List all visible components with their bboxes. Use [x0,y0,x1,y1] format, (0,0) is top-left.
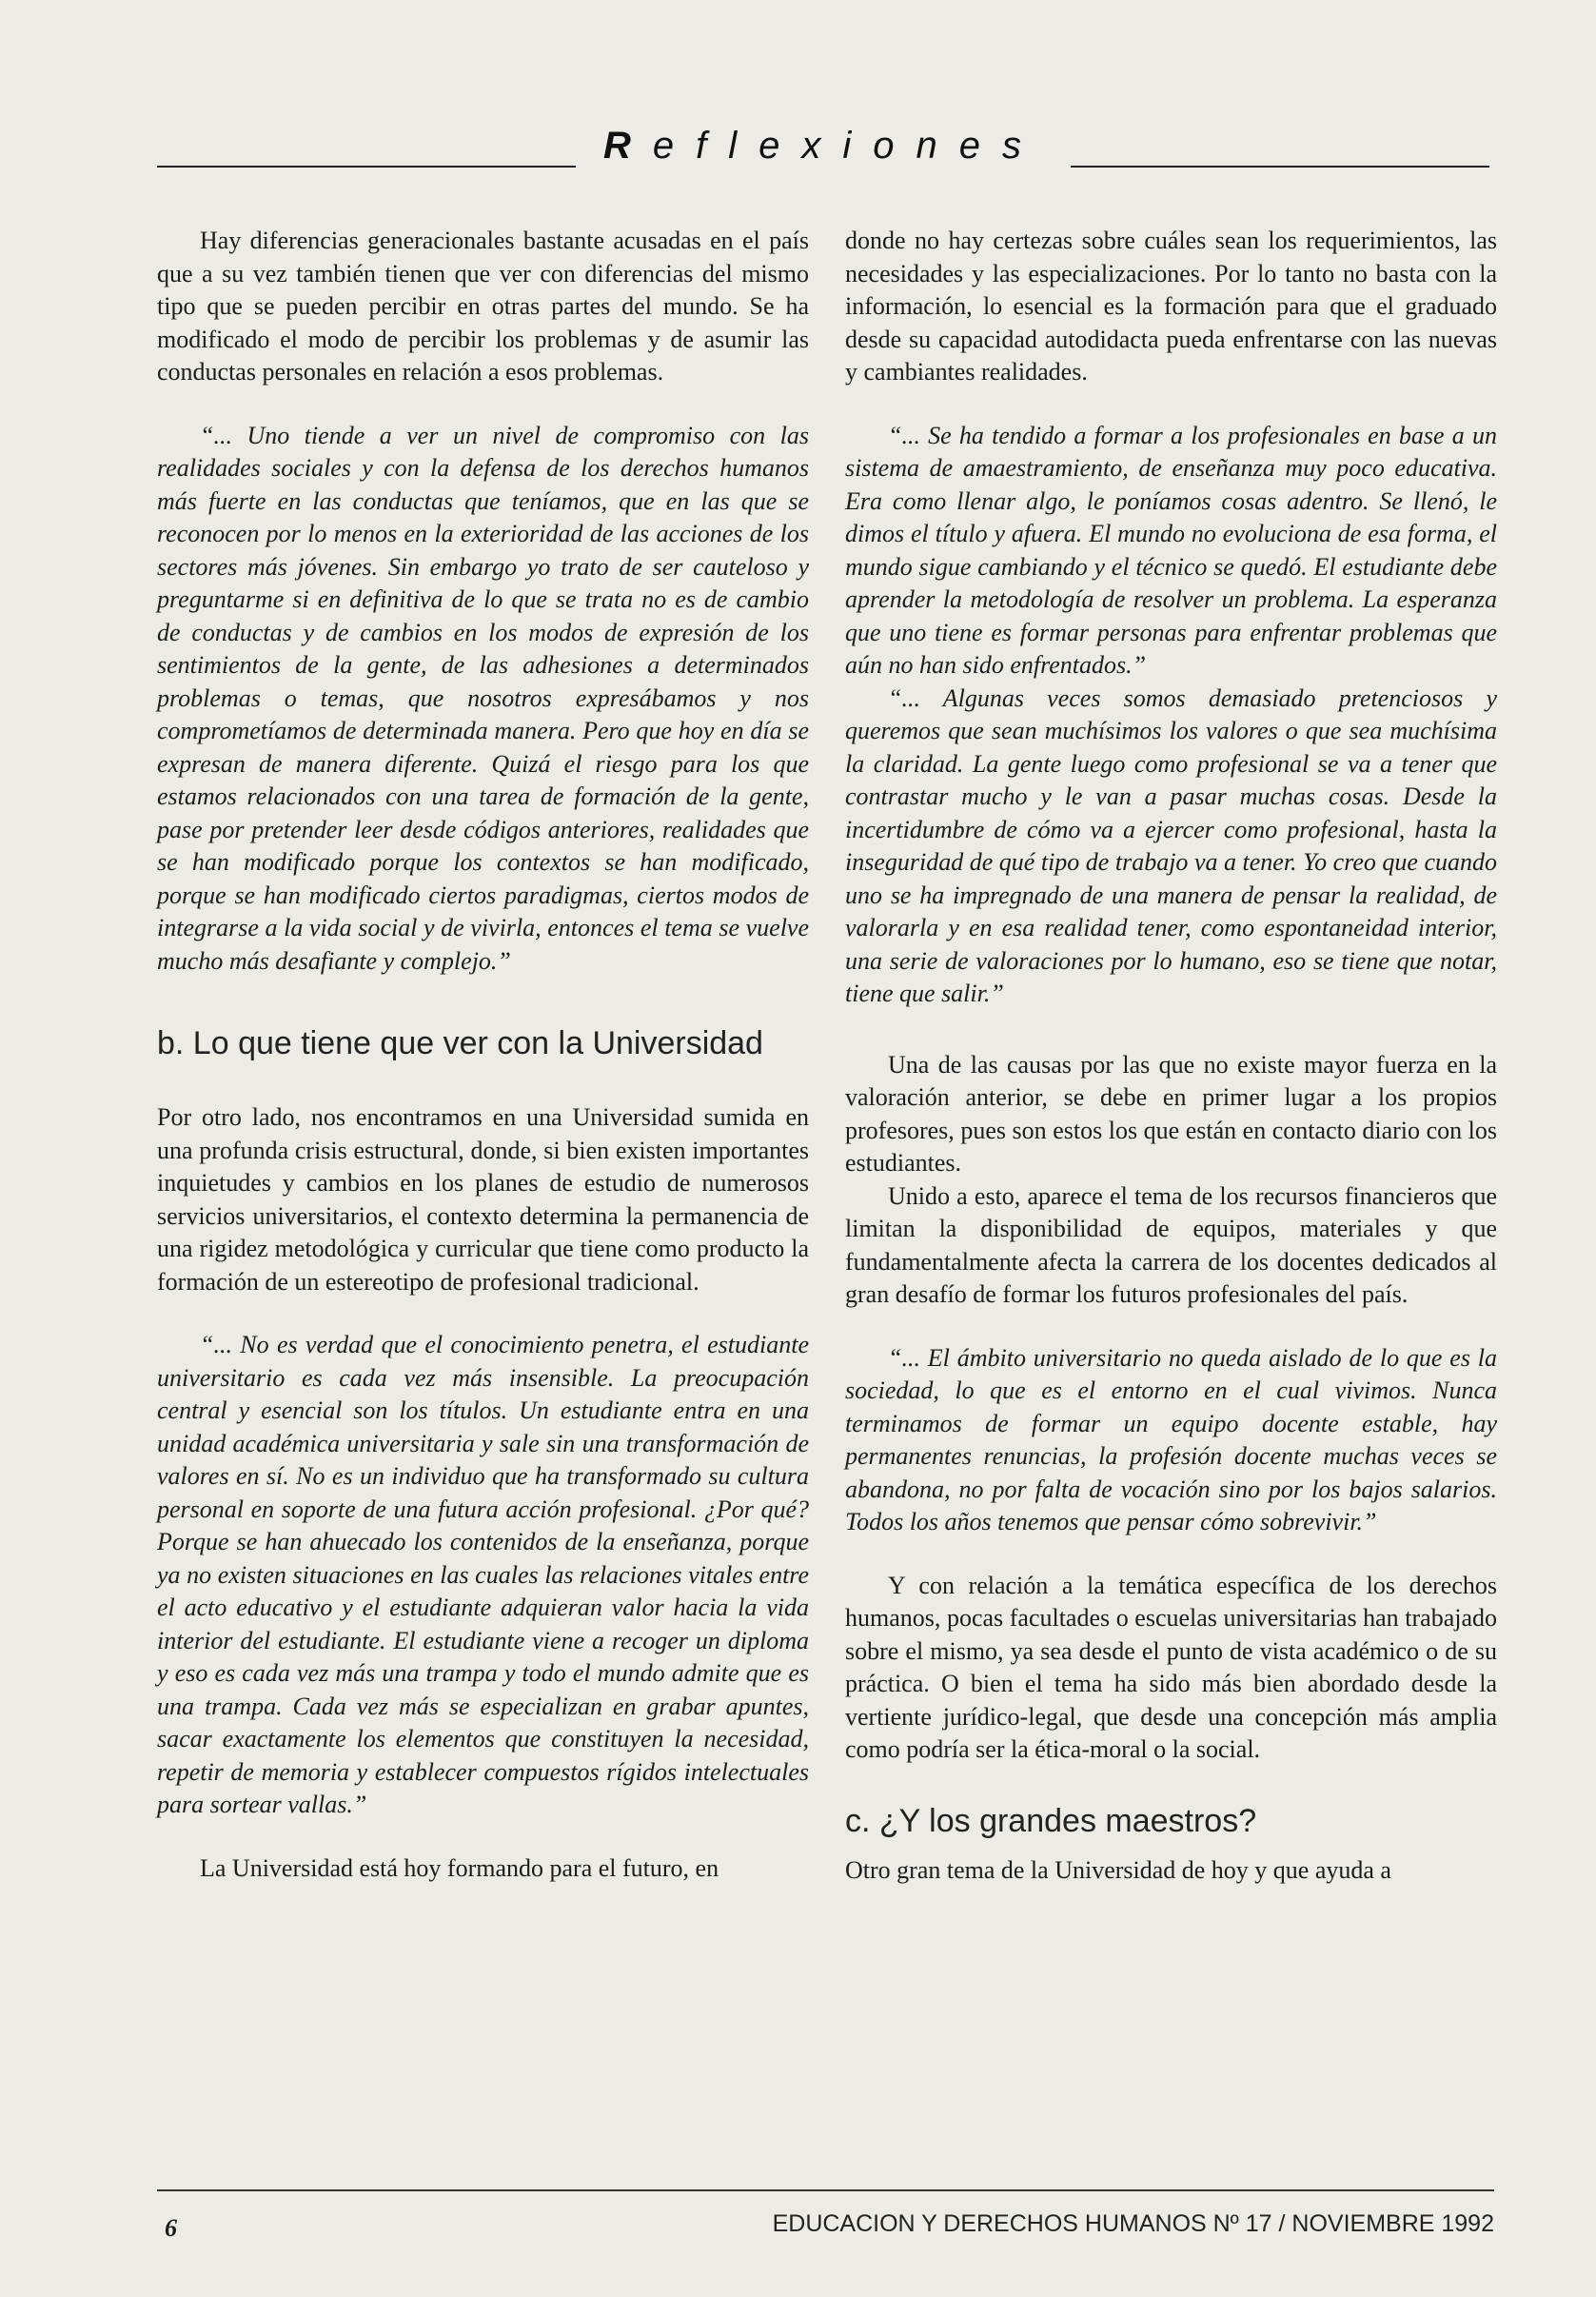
footer-rule [157,2189,1494,2191]
journal-citation: EDUCACION Y DERECHOS HUMANOS Nº 17 / NOVIEMBRE 1992 [772,2210,1494,2237]
section-heading-b: b. Lo que tiene que ver con la Universidad [157,1025,763,1061]
page-number: 6 [165,2214,177,2242]
section-title [576,122,1071,169]
section-title-initial: R [602,125,653,167]
section-title-rest: eflexiones [652,125,1043,167]
quote: “... Uno tiende a ver un nivel de compromiso con las realidades sociales y con la defensa de los derechos humanos más fuerte en las conductas que teníamos, que en las que se reconocen por lo menos en la exterioridad de las acciones de los sectores más jóvenes. Sin embargo yo trato de ser cauteloso y preguntarme si en definitiva de lo que se trata no es de cambio de conductas y de cambios en los modos de expresión de los sentimientos de la gente, de las adhesiones a determinados problemas o temas, que nosotros expresábamos y nos comprometíamos de determinada manera. Pero que hoy en día se expresan de manera diferente. Quizá el riesgo para los que estamos relacionados con una tarea de formación de la gente, pase por pretender leer desde códigos anteriores, realidades que se han modificado porque los contextos se han modificado, porque se han modificado ciertos paradigmas, ciertos modos de integrarse a la vida social y de vivirla, entonces el tema se vuelve mucho más desafiante y complejo.” [157,421,809,975]
quote: “... El ámbito universitario no queda aislado de lo que es la sociedad, lo que es el entorno en el cual vivimos. Nunca terminamos de formar un equipo docente estable, hay permanentes renuncias, la profesión docente muchas veces se abandona, no por falta de vocación sino por los bajos salarios. Todos los años tenemos que pensar cómo sobrevivir.” [845,1343,1497,1535]
paragraph: Unido a esto, aparece el tema de los recursos financieros que limitan la disponibilidad de equipos, materiales y que fundamentalmente afecta la carrera de los docentes dedicados al gran desafío de formar los futuros profesionales del país. [845,1181,1497,1308]
quote: “... Se ha tendido a formar a los profesionales en base a un sistema de amaestramiento, de enseñanza muy poco educativa. Era como llenar algo, le poníamos cosas adentro. Se llenó, le dimos el título y afuera. El mundo no evoluciona de esa forma, el mundo sigue cambiando y el técnico se quedó. El estudiante debe aprender la metodología de resolver un problema. La esperanza que uno tiene es formar personas para enfrentar problemas que aún no han sido enfrentados.” [845,421,1497,679]
left-column [157,225,809,1885]
paragraph: Y con relación a la temática específica de los derechos humanos, pocas facultades o escuelas universitarias han trabajado sobre el mismo, ya sea desde el punto de vista académico o de su práctica. O bien el tema ha sido más bien abordado desde la vertiente jurídico-legal, que desde una concepción más amplia como podría ser la ética-moral o la social. [845,1571,1497,1763]
quote: “... Algunas veces somos demasiado pretenciosos y queremos que sean muchísimos los valores o que sea muchísima la claridad. La gente luego como profesional se va a tener que contrastar mucho y le van a pasar muchas cosas. Desde la incertidumbre de cómo va a ejercer como profesional, hasta la inseguridad de qué tipo de trabajo va a tener. Yo creo que cuando uno se ha impregnado de una manera de pensar la realidad, de valorarla y en esa realidad tener, como espontaneidad interior, una serie de valoraciones por lo humano, eso se tiene que notar, tiene que salir.” [845,683,1497,1007]
paragraph: Una de las causas por las que no existe mayor fuerza en la valoración anterior, se debe en primer lugar a los propios profesores, pues son estos los que están en contacto diario con los estudiantes. [845,1050,1497,1177]
paragraph: Hay diferencias generacionales bastante acusadas en el país que a su vez también tienen que ver con diferencias del mismo tipo que se pueden percibir en otras partes del mundo. Se ha modificado el modo de percibir los problemas y de asumir las conductas personales en relación a esos problemas. [157,227,809,386]
paragraph: donde no hay certezas sobre cuáles sean los requerimientos, las necesidades y las especializaciones. Por lo tanto no basta con la información, lo esencial es la formación para que el graduado desde su capacidad autodidacta pueda enfrentarse con las nuevas y cambiantes realidades. [845,227,1497,386]
quote: “... No es verdad que el conocimiento penetra, el estudiante universitario es cada vez más insensible. La preocupación central y esencial son los títulos. Un estudiante entra en una unidad académica universitaria y sale sin una transformación de valores en sí. No es un individuo que ha transformado su cultura personal en soporte de una futura acción profesional. ¿Por qué? Porque se han ahuecado los contenidos de la enseñanza, porque ya no existen situaciones en las cuales las relaciones vitales entre el acto educativo y el estudiante adquieran valor hacia la vida interior del estudiante. El estudiante viene a recoger un diploma y eso es cada vez más una trampa y todo el mundo admite que es una trampa. Cada vez más se especializan en grabar apuntes, sacar exactamente los elementos que constituyen la necesidad, repetir de memoria y establecer compuestos rígidos intelectuales para sortear vallas.” [157,1331,809,1818]
section-heading-c: c. ¿Y los grandes maestros? [845,1802,1257,1839]
right-column [845,225,1497,1887]
page-header [157,122,1489,169]
page-footer [157,2189,1494,2247]
paragraph: La Universidad está hoy formando para el futuro, en [200,1853,719,1882]
paragraph: Por otro lado, nos encontramos en una Universidad sumida en una profunda crisis estructural, donde, si bien existen importantes inquietudes y cambios en los planes de estudio de numerosos servicios universitarios, el contexto determina la permanencia de una rigidez metodológica y curricular que tiene como producto la formación de un estereotipo de profesional tradicional. [157,1103,809,1296]
paragraph: Otro gran tema de la Universidad de hoy y que ayuda a [845,1855,1391,1884]
